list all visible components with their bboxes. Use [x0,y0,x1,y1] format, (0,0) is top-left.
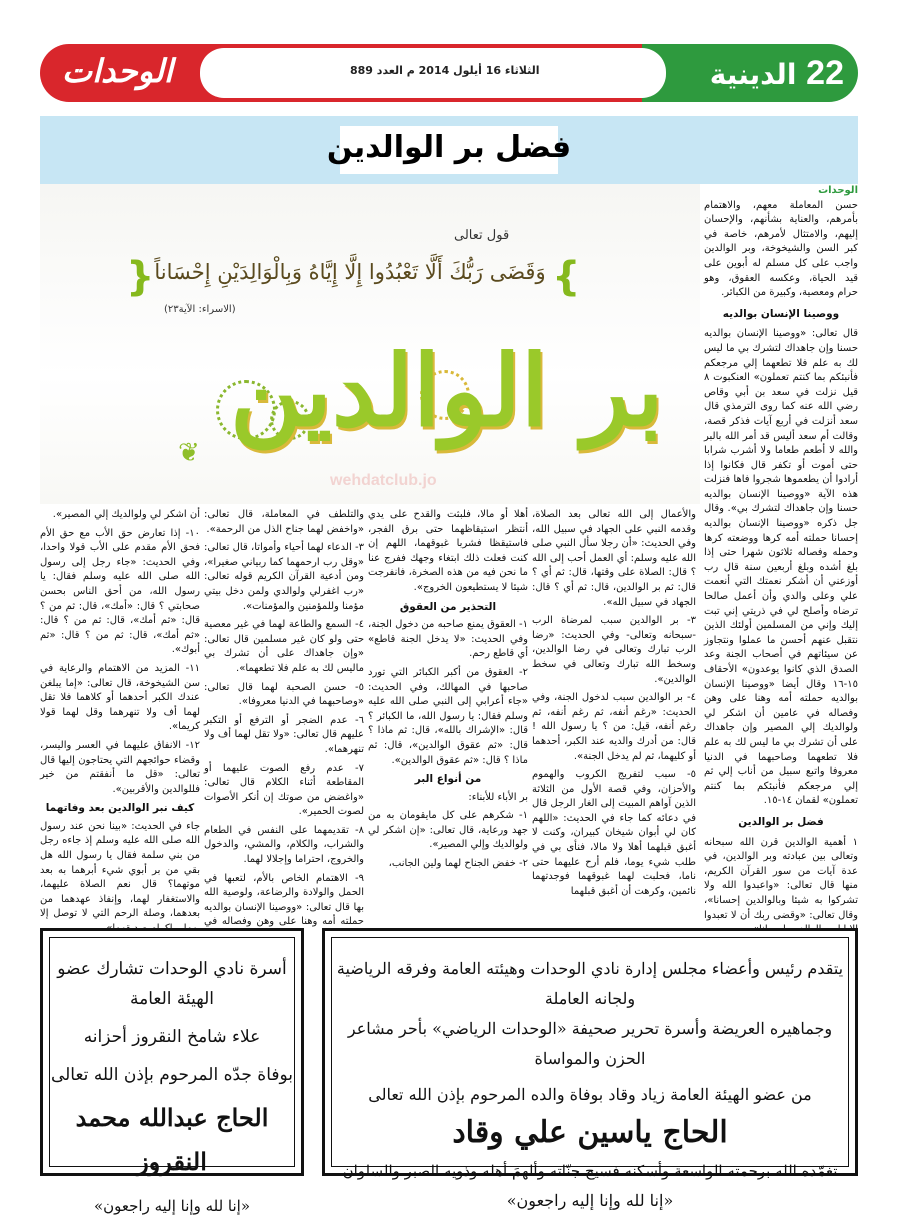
intro-column [704,184,858,921]
paragraph: ٣- بر الوالدين سبب لمرضاة الرب -سبحانه وتعالى- وفي الحديث: «رضا الرب تبارك وتعالى في رضا الوالدين، وسخط الله تبارك وتعالى في سخط الوالدين». [532,615,696,685]
page-title: فضل بر الوالدين [326,130,572,165]
text-column-1 [532,508,696,897]
paragraph: ٤- بر الوالدين سبب لدخول الجنة، وفي الحديث: «رغم أنفه، ثم رغم أنفه، ثم رغم أنفه، قيل: من ؟ يا رسول الله ! قال: من أدرك والديه عند الكبر، أحدهما أو كليهما، ثم لم يدخل الجنة». [532,692,696,762]
verse-reference: (الاسراء: الآية٢٣) [164,304,236,315]
deceased-name: الحاج ياسين علي وقاد [452,1115,728,1150]
paragraph: ٢- العقوق من أكبر الكبائر التي تورد صاحبها في المهالك، وفي الحديث: «جاء أعرابي إلى النبي صلى الله عليه وسلم فقال: يا رسول الله، ما الكبائر ؟ قال: «الإشراك بالله»، قال: ثم ماذا ؟ قال: «ثم عقوق الوالدين»، قال: ثم ماذا ؟ قال: «ثم عقوق الوالدين». [368,666,528,766]
paragraph: ٥- حسن الصحبة لهما قال تعالى: «وصاحبهما في الدنيا معروفا». [204,681,364,708]
condolence-ad-right [322,928,858,1210]
paragraph: ١٢- الانفاق عليهما في العسر واليسر، وقضاء حوائجهم التي يحتاجون إليها قال تعالى: «قل ما أنفقتم من خير فللوالدين والأقربين». [40,739,200,795]
condolence-ad-left [40,928,304,1215]
text-column-2 [368,508,528,870]
ad-line: علاء شامخ النقروز أحزانه [83,1027,261,1047]
paragraph: ١- العقوق يمنع صاحبه من دخول الجنة، وفي الحديث: «لا يدخل الجنة قاطع» أي قاطع رحم. [368,619,528,660]
paragraph: والأعمال إلى الله تعالى بعد الصلاة، وقدمه النبي على الجهاد في سبيل الله، وفي الحديث: «أن رجلا سأل النبي صلى الله عليه وسلم: أي العمل أحب إلى الله ؟ قال: الصلاة على وقتها، قال: ثم أي ؟ قال: ثم بر الوالدين، قال: ثم أي ؟ قال: الجهاد في سبيل الله». [532,509,696,608]
verse-bracket-left-icon: } [126,254,155,300]
subheading: فضل بر الوالدين [738,815,824,828]
ad-line: يتقدم رئيس وأعضاء مجلس إدارة نادي الوحدات وهيئته العامة وفرقه الرياضية ولجانه العاملة [336,959,844,1008]
deceased-name: الحاج عبدالله محمد النقروز [75,1103,269,1176]
byline: الوحدات [818,185,858,196]
text-column-3 [204,508,364,928]
section-title [710,54,844,93]
intro-body [704,199,858,957]
paragraph: ٦- عدم الضجر أو الترفع أو التكبر عليهم قال تعالى: «ولا تقل لهما أف ولا تنهرهما». [204,714,364,755]
watermark: wehdatclub.jo [330,472,437,489]
article-artwork [40,184,700,504]
page-number: 22 [806,54,844,92]
paragraph: والتلطف في المعاملة، قال تعالى: «واخفض لهما جناح الذل من الرحمة». [204,509,364,535]
ad-line: وجماهيره العريضة وأسرة تحرير صحيفة «الوحدات الرياضي» بأحر مشاعر الحزن والمواساة [347,1019,833,1068]
text-column-4 [40,508,200,920]
paragraph: ٧- عدم رفع الصوت عليهما أو المقاطعة أثناء الكلام قال تعالى: «واغضض من صوتك إن أنكر الأصوات لصوت الحمير». [204,762,364,818]
calligraphy-title: بر الوالدين [230,334,664,449]
paragraph: ٨- تقديمهما على النفس في الطعام والشراب، والكلام، والمشي، والدخول والخروج، احتراما وإجلالا لهما. [204,824,364,866]
butterfly-icon: ❦ [178,438,200,468]
ad-frame [49,937,295,1215]
paragraph: ١- شكرهم على كل مايقومان به من جهد ورعاية، قال تعالى: «إن اشكر لي ولوالديك وإلي المصير». [368,810,528,851]
subheading: التحذير من العقوق [399,600,497,613]
paragraph: ٩- الاهتمام الخاص بالأم، لتعبها في الحمل والولادة والرضاعة، ولوصية الله بها قال تعالى: «ووصينا الإنسان بوالديه حملته أمه وهنا على وهن وفصاله في [204,872,364,928]
ad-frame [331,937,849,1210]
newspaper-logo: الوحدات [62,52,173,90]
paragraph: ١٠- إذا تعارض حق الأب مع حق الأم فحق الأم مقدم على الأب قولا واحدا، وفي الحديث: «جاء رجل إلى رسول الله صلى الله عليه وسلم فقال: يا رسول الله، من أحق الناس بحسن صحابتي ؟ قال: «أمك»، قال: ثم من ؟ قال: «ثم أمك»، قال: ثم من ؟ قال: «ثم أمك»، قال: ثم من ؟ قال: «ثم أبوك». [40,527,200,656]
ad-closing: «إنا لله وإنا إليه راجعون» [506,1191,674,1210]
verse-intro: قول تعالى [454,228,510,243]
ad-line: بوفاة جدّه المرحوم بإذن الله تعالى [50,1065,294,1085]
paragraph: ٥- سبب لتفريج الكروب والهموم والأحزان، وفي قصة الأول من الثلاثة الذين آواهم المبيت إلى الغار الرجل قال في دعائه كما جاء في الحديث: «اللهم كان لي أبوان شيخان كبيران، وكنت لا أغبق قبلهما أهلا ولا مالا، فنأى بي في طلب شيء يوما، فلم أرح عليهما حتى ناما، فحلبت لهما غبوقهما فوجدتهما نائمين، وكرهت أن أغبق قبلهما [532,769,696,897]
paragraph: ١١- المزيد من الاهتمام والرعاية في سن الشيخوخة، قال تعالى: «إما يبلغن عندك الكبر أحدهما أو كلاهما فلا تقل لهما أف ولا تنهرهما وقل لهما قولا كريما». [40,662,200,733]
issue-date: الثلاثاء 16 أيلول 2014 م العدد 889 [350,64,540,77]
paragraph: بر الأباء للأبناء: [468,791,528,803]
paragraph: ٣- الدعاء لهما أحياء وأمواتا، قال تعالى: «وقل رب ارحمهما كما ربياني صغيرا»، ومن أدعية القرآن الكريم قوله تعالى: «رب اغفرلي ولوالدي ولمن دخل بيتي مؤمنا وللمؤمنين والمؤمنات». [204,542,364,612]
page-header [40,44,858,102]
title-band [40,116,858,184]
subheading: من أنواع البر [414,773,482,786]
ad-line: تغمّده الله برحمته الواسعة وأسكنه فسيح جنّاته وألهمَ أهله وذويه الصبر والسلوان [342,1162,838,1180]
paragraph: قال تعالى: «ووصينا الإنسان بوالديه حسنا وإن جاهداك لتشرك بي ما ليس لك به علم فلا تطعهما إلي مرجعكم فأنبئكم بما كنتم تعملون» العنكبوت ٨ قيل نزلت في سعد بن أبي وقاص رضي الله عنه كما روى الترمذي قال سعد أنزلت في أربع آيات فذكر قصة، وقالت أم سعد أليس قد أمر الله بالبر والله لا أطعم طعاما ولا أشرب شرابا حتى أموت أو تكفر قال فكانوا إذا أرادوا أن يطعموها شجروا فاها فنزلت هذه الآية «ووصينا الإنسان بوالديه حسنا وإن جاهداك لتشرك بي». وقال جل ذكره «ووصينا الإنسان بوالديه إحسانا حملته أمه كرها ووضعته كرها وحمله وفصاله ثلاثون شهرا حتى إذا بلغ أشده وبلغ أربعين سنة قال رب أوزعني أن أشكر نعمتك التي أنعمت علي وعلى والدي وأن أعمل صالحا ترضاه وأصلح لي في ذريتي إني تبت إليك وإني من المسلمين أولئك الذين نتقبل عنهم أحسن ما عملوا ونتجاوز عن سيئاتهم في أصحاب الجنة وعد الصدق الذي كانوا يوعدون» الأحقاف ١٥-١٦ وقال أيضا «ووصينا الإنسان بوالديه حملته أمه وهنا على وهن وفصاله في عامين أن اشكر لي ولوالديك إلي المصير وإن جاهداك على أن تشرك بي ما ليس لك به علم فلا تطعهما وصاحبهما في الدنيا معروفا واتبع سبيل من أناب إلي ثم إلي مرجعكم فأنبئكم بما كنتم تعملون» لقمان ١٤-١٥. [704,328,858,807]
paragraph: جاء في الحديث: «بينا نحن عند رسول الله صلى الله عليه وسلم إذ جاءه رجل من بني سلمة فقال يا رسول الله هل بقي من بر أبوي شيء أبرهما به بعد موتهما؟ قال نعم الصلاة عليهما، والاستغفار لهما، وإنفاذ عهدهما من بعدهما، وصلة الرحم التي لا توصل إلا [40,820,200,920]
verse-bracket-right-icon: { [552,254,581,300]
subheading: ووصينا الإنسان بوالديه [722,307,840,320]
paragraph: ٤- السمع والطاعة لهما في غير معصية حتى ولو كان غير مسلمين قال تعالى: «وإن جاهداك على أن تشرك بي ماليس لك به علم فلا تطعهما». [204,619,364,674]
section-name: الدينية [709,58,797,91]
ad-line: من عضو الهيئة العامة زياد وقاد بوفاة والده المرحوم بإذن الله تعالى [368,1085,812,1104]
subheading: كيف نبر الوالدين بعد وفاتهما [45,802,195,815]
paragraph: أن اشكر لي ولوالديك إلي المصير». [52,509,200,520]
paragraph: أهلا أو مالا، فلبثت والقدح على يدي أنتظر استيقاظهما حتى برق الفجر، فاستيقظا فشربا غبوقهما، اللهم إن كنت فعلت ذلك ابتغاء وجهك ففرج عنا ما نحن فيه من هذه الصخرة، فانفرجت شيئا لا يستطيعون الخروج». [368,509,528,593]
paragraph: ٢- خفض الجناح لهما ولين الجانب، [388,858,528,870]
paragraph: ١ أهمية الوالدين قرن الله سبحانه وتعالى بين عبادته وبر الوالدين، في عدة آيات من سور القرآن الكريم، منها قال تعالى: «واعبدوا الله ولا تشركوا به شيئا وبالوالدين إحسانا»، وقال تعالى: «وقضى ربك أن لا تعبدوا [704,836,858,921]
ad-line: أسرة نادي الوحدات تشارك عضو الهيئة العامة [57,959,287,1009]
ad-closing: «إنا لله وإنا إليه راجعون» [93,1197,251,1215]
quran-verse: وَقَضَى رَبُّكَ أَلَّا تَعْبُدُوا إِلَّا إِيَّاهُ وَبِالْوَالِدَيْنِ إِحْسَاناً [154,260,546,284]
paragraph: حسن المعاملة معهم، والاهتمام بأمرهم، والعناية بشأنهم، والإحسان إليهم، والامتثال لأمرهم، خاصة في كبر السن والشيخوخة، وبر الوالدين واجب على كل مسلم له أبوين على قيد الحياة، وعكسه العقوق، وهو حرام ومعصية، وكبيرة من الكبائر. [704,199,858,299]
